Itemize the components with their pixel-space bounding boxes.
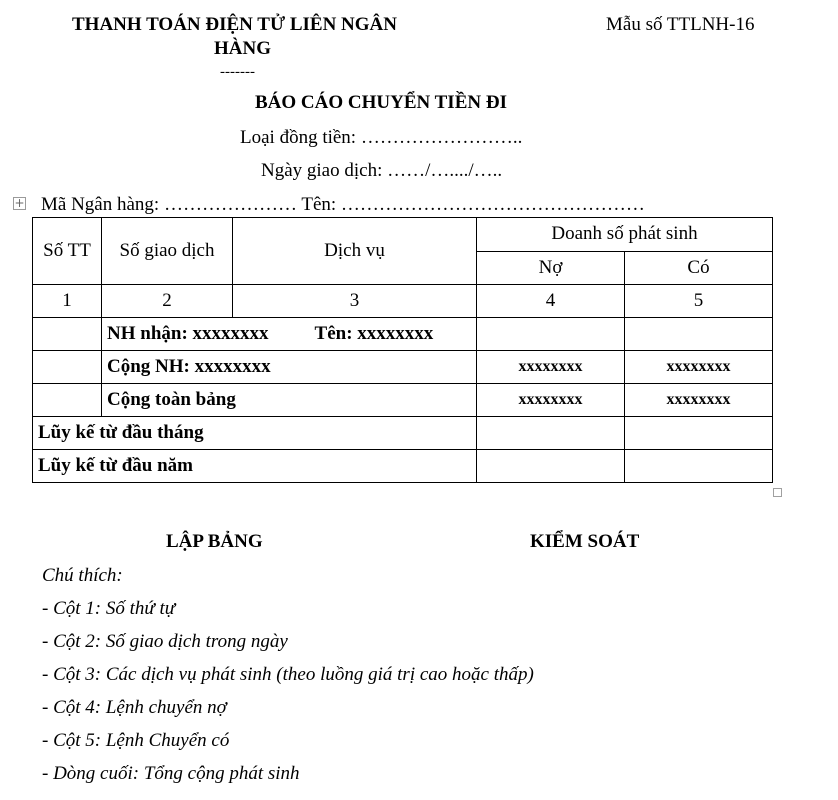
table-row bbox=[33, 417, 773, 450]
header-separator: ------- bbox=[220, 64, 255, 80]
month-to-date-label: Lũy kế từ đầu tháng bbox=[33, 417, 477, 450]
table-total-credit: xxxxxxxx bbox=[625, 384, 773, 417]
currency-line: Loại đồng tiền: …………………….. bbox=[240, 127, 523, 148]
resize-icon[interactable] bbox=[773, 488, 782, 497]
report-title: BÁO CÁO CHUYỂN TIỀN ĐI bbox=[255, 92, 507, 113]
transaction-date-line: Ngày giao dịch: ……/…..../….. bbox=[261, 160, 503, 181]
prepared-by-label: LẬP BẢNG bbox=[166, 531, 263, 552]
note-item: - Cột 1: Số thứ tự bbox=[42, 598, 176, 619]
column-number-4: 4 bbox=[477, 285, 625, 318]
bank-total-label: Cộng NH: xxxxxxxx bbox=[102, 351, 477, 384]
receiving-bank: NH nhận: xxxxxxxx bbox=[107, 323, 269, 344]
report-table bbox=[32, 217, 773, 483]
column-number-2: 2 bbox=[102, 285, 233, 318]
table-total-label: Cộng toàn bảng bbox=[102, 384, 477, 417]
bank-code-line: Mã Ngân hàng: ………………… Tên: ………………………………………… bbox=[41, 194, 645, 215]
table-row bbox=[33, 450, 773, 483]
column-number-row bbox=[33, 285, 773, 318]
table-row bbox=[33, 318, 773, 351]
receiving-bank-cell bbox=[102, 318, 477, 351]
note-item: - Dòng cuối: Tổng cộng phát sinh bbox=[42, 763, 300, 784]
notes-section bbox=[42, 564, 534, 795]
bank-total-credit: xxxxxxxx bbox=[625, 351, 773, 384]
organization-name-line1: THANH TOÁN ĐIỆN TỬ LIÊN NGÂN bbox=[72, 14, 397, 35]
table-row bbox=[33, 351, 773, 384]
column-number-3: 3 bbox=[233, 285, 477, 318]
table-header-row bbox=[33, 218, 773, 252]
controlled-by-label: KIỂM SOÁT bbox=[530, 531, 640, 552]
column-number-1: 1 bbox=[33, 285, 102, 318]
move-icon[interactable]: + bbox=[14, 196, 25, 210]
header-credit: Có bbox=[625, 251, 773, 285]
table-total-debit: xxxxxxxx bbox=[477, 384, 625, 417]
receiving-bank-name: Tên: xxxxxxxx bbox=[314, 323, 434, 344]
note-item: - Cột 5: Lệnh Chuyển có bbox=[42, 730, 230, 751]
column-number-5: 5 bbox=[625, 285, 773, 318]
year-to-date-label: Lũy kế từ đầu năm bbox=[33, 450, 477, 483]
header-turnover: Doanh số phát sinh bbox=[477, 218, 773, 252]
organization-name-line2: HÀNG bbox=[214, 38, 271, 59]
header-transaction-no: Số giao dịch bbox=[102, 218, 233, 285]
note-item: - Cột 4: Lệnh chuyển nợ bbox=[42, 697, 227, 718]
form-number: Mẫu số TTLNH-16 bbox=[606, 14, 755, 35]
bank-total-debit: xxxxxxxx bbox=[477, 351, 625, 384]
table-row bbox=[33, 384, 773, 417]
header-stt: Số TT bbox=[33, 218, 102, 285]
note-item: - Cột 2: Số giao dịch trong ngày bbox=[42, 631, 288, 652]
header-debit: Nợ bbox=[477, 251, 625, 285]
note-item: - Cột 3: Các dịch vụ phát sinh (theo luồng giá trị cao hoặc thấp) bbox=[42, 664, 534, 685]
header-service: Dịch vụ bbox=[233, 218, 477, 285]
notes-heading: Chú thích: bbox=[42, 565, 123, 586]
